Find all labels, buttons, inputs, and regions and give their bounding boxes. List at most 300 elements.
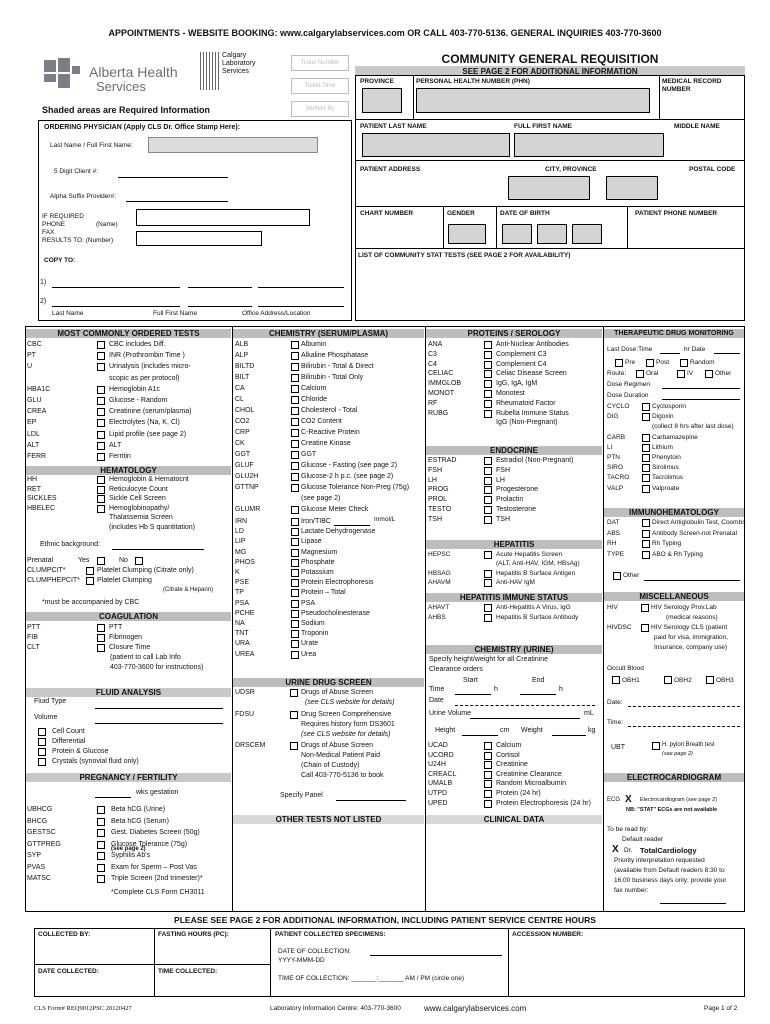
date-of-collection-label: DATE OF COLLECTION: xyxy=(278,948,351,955)
test-code: TACRO xyxy=(607,474,630,482)
test-checkbox[interactable] xyxy=(291,396,299,404)
hivdsc-checkbox[interactable] xyxy=(641,624,649,632)
test-label: INR (Prothrombin Time ) xyxy=(109,352,185,360)
specify-height-2: Clearance orders xyxy=(429,666,483,673)
udsr-checkbox[interactable] xyxy=(290,689,298,697)
test-checkbox[interactable] xyxy=(642,485,650,493)
test-label: Digoxin xyxy=(652,413,674,421)
test-code: AHBS xyxy=(428,614,446,621)
test-checkbox[interactable] xyxy=(484,742,492,750)
other-immuno-label: Other xyxy=(623,572,640,579)
immunohem-header: IMMUNOHEMATOLOGY xyxy=(604,508,744,517)
fdsu-code: FDSU xyxy=(235,711,255,718)
test-code: LD xyxy=(235,528,244,536)
post-checkbox[interactable] xyxy=(646,359,654,367)
test-checkbox[interactable] xyxy=(484,467,492,475)
udsr-sub: (see CLS website for details) xyxy=(305,699,395,706)
test-code: GTTNP xyxy=(235,484,259,491)
test-checkbox[interactable] xyxy=(291,407,299,415)
test-checkbox[interactable] xyxy=(291,352,299,360)
test-checkbox[interactable] xyxy=(484,390,492,398)
test-code: RET xyxy=(27,485,41,493)
occult-blood-label: Occult Blood xyxy=(607,665,644,672)
test-label: Reticulocyte Count xyxy=(109,485,168,493)
test-label: FSH xyxy=(496,466,510,474)
test-label: Phosphate xyxy=(301,558,335,566)
test-code: NA xyxy=(235,620,245,627)
test-code: GLUF xyxy=(235,462,254,469)
test-checkbox[interactable] xyxy=(291,506,299,514)
mrn-label-1: MEDICAL RECORD xyxy=(662,78,722,85)
test-checkbox[interactable] xyxy=(97,341,105,349)
test-code: TNT xyxy=(235,630,249,638)
test-label: CBC includes Diff. xyxy=(109,341,166,348)
test-checkbox[interactable] xyxy=(484,361,492,369)
test-label: Direct Antiglobulin Test, Coombs xyxy=(652,519,746,526)
test-checkbox[interactable] xyxy=(484,790,492,798)
test-code: PSA xyxy=(235,599,250,607)
dr-label: Dr. xyxy=(624,847,633,854)
fdsu-sub-2: (see CLS website for details) xyxy=(301,731,391,738)
test-checkbox[interactable] xyxy=(291,600,299,608)
test-checkbox[interactable] xyxy=(291,569,299,577)
test-label: Glucose-2 h p.c. (see page 2) xyxy=(301,473,394,480)
test-checkbox[interactable] xyxy=(484,380,492,388)
hiv-label: HIV Serology Prov.Lab xyxy=(651,604,717,611)
ecg-code: ECG xyxy=(607,797,621,803)
obh2-checkbox[interactable] xyxy=(664,676,672,684)
test-checkbox[interactable] xyxy=(291,559,299,567)
test-label: ABO & Rh Typing xyxy=(652,550,703,558)
test-code: GGT xyxy=(235,451,251,458)
cls-logo-mark xyxy=(200,52,220,90)
test-checkbox[interactable] xyxy=(484,570,492,578)
test-checkbox[interactable] xyxy=(642,540,650,548)
phone-input[interactable] xyxy=(136,209,310,226)
test-checkbox[interactable] xyxy=(642,464,650,472)
test-code: BILT xyxy=(235,374,250,381)
clt-note-1: (patient to call Lab Info xyxy=(110,654,181,661)
test-label: Protein Electrophoresis (24 hr) xyxy=(496,799,591,807)
duration-label: Dose Duration xyxy=(607,392,649,399)
test-label: Tacrolimus xyxy=(652,474,684,482)
clumphepcit-checkbox[interactable] xyxy=(86,577,94,585)
test-checkbox[interactable] xyxy=(291,429,299,437)
start-h-label: h xyxy=(494,686,498,693)
ahs-logo xyxy=(44,58,84,90)
test-checkbox[interactable] xyxy=(291,451,299,459)
test-code: HBA1C xyxy=(27,385,51,393)
test-checkbox[interactable] xyxy=(484,614,492,622)
test-checkbox[interactable] xyxy=(291,651,299,659)
footer-site[interactable]: www.calgarylabservices.com xyxy=(424,1004,527,1013)
test-checkbox[interactable] xyxy=(97,875,105,883)
hematology-header: HEMATOLOGY xyxy=(26,466,231,475)
test-code: CL xyxy=(235,396,244,403)
test-label: Creatine Kinase xyxy=(301,440,351,447)
test-code: PROG xyxy=(428,486,449,494)
test-code: RF xyxy=(428,399,438,407)
test-checkbox[interactable] xyxy=(484,351,492,359)
test-checkbox[interactable] xyxy=(97,352,105,360)
obh3-checkbox[interactable] xyxy=(706,676,714,684)
test-checkbox[interactable] xyxy=(642,530,650,538)
other-immuno-checkbox[interactable] xyxy=(613,572,621,580)
test-code: TESTO xyxy=(428,506,452,513)
bottom-note: PLEASE SEE PAGE 2 FOR ADDITIONAL INFORMATION, INCLUDING PATIENT SERVICE CENTRE HOURS xyxy=(174,915,596,925)
test-label: Electrolytes (Na, K, Cl) xyxy=(109,419,180,427)
priority-3: 16:00 business days only; provide your xyxy=(614,877,727,884)
tdm-header: THERAPEUTIC DRUG MONITORING xyxy=(604,329,744,338)
test-checkbox[interactable] xyxy=(484,506,492,514)
test-checkbox[interactable] xyxy=(484,579,492,587)
test-code: PROL xyxy=(428,496,448,504)
mrn-label-2: NUMBER xyxy=(662,86,691,93)
test-label: Glucose Tolerance (75g) xyxy=(111,840,188,848)
ticket-time-field[interactable]: Ticket Time xyxy=(291,78,349,94)
accession-label: ACCESSION NUMBER: xyxy=(512,931,584,938)
test-label: Glucose - Fasting (see page 2) xyxy=(301,462,398,469)
test-checkbox[interactable] xyxy=(642,403,650,411)
fluid-label: Cell Count xyxy=(52,728,85,735)
test-checkbox[interactable] xyxy=(642,434,650,442)
first-name-label: FULL FIRST NAME xyxy=(514,123,573,130)
ml-label: mL xyxy=(584,710,594,717)
copy-to-label: COPY TO: xyxy=(44,257,76,264)
last-name-input[interactable] xyxy=(362,133,510,157)
drscem-sub-1: Non-Medical Patient Paid xyxy=(301,752,380,759)
test-label: Hemoglobin & Hematocrit xyxy=(109,476,189,483)
test-label: IgG (Non-Pregnant) xyxy=(496,419,558,427)
test-checkbox[interactable] xyxy=(484,410,492,418)
test-checkbox[interactable] xyxy=(642,519,650,527)
verified-by-field[interactable]: Verified By xyxy=(291,101,349,117)
test-checkbox[interactable] xyxy=(291,640,299,648)
form-title: COMMUNITY GENERAL REQUISITION xyxy=(441,52,659,66)
prenatal-no-label: No xyxy=(119,557,128,564)
test-label: Anti-HAV IgM xyxy=(496,579,535,587)
hivdsc-label: HIV Serology CLS (patient xyxy=(651,624,728,631)
page-number: Page 1 of 2 xyxy=(704,1005,738,1012)
postal-label: POSTAL CODE xyxy=(689,166,736,173)
test-checkbox[interactable] xyxy=(484,604,492,612)
test-checkbox[interactable] xyxy=(291,374,299,382)
clumphepcit-code: CLUMPHEPCIT* xyxy=(27,577,80,584)
test-checkbox[interactable] xyxy=(291,589,299,597)
ubt-label: H. pylori Breath test xyxy=(662,742,715,748)
test-checkbox[interactable] xyxy=(97,644,105,652)
clumpcit-label: Platelet Clumping (Citrate only) xyxy=(97,567,194,574)
ticket-number-field[interactable]: Ticket Number xyxy=(291,55,349,71)
fluid-header: FLUID ANALYSIS xyxy=(26,688,231,697)
udsr-code: UDSR xyxy=(235,689,255,696)
ubt-code: UBT xyxy=(611,744,625,751)
ecg-nb: NB: "STAT" ECGs are not available xyxy=(626,807,718,813)
test-checkbox[interactable] xyxy=(291,538,299,546)
test-label: Thalassemia Screen xyxy=(109,514,173,521)
fluid-label: Differential xyxy=(52,738,86,745)
test-checkbox[interactable] xyxy=(484,457,492,465)
cm-label: cm xyxy=(500,727,510,734)
test-label: Calcium xyxy=(301,385,327,392)
city-input[interactable] xyxy=(508,176,590,200)
test-checkbox[interactable] xyxy=(484,400,492,408)
test-label: ALT xyxy=(109,441,122,449)
test-code: ALP xyxy=(235,352,249,359)
test-label: Closure Time xyxy=(109,644,151,651)
complete-form-note: *Complete CLS Form CH3011 xyxy=(111,889,205,896)
test-checkbox[interactable] xyxy=(97,864,105,872)
hep-immune-header: HEPATITIS IMMUNE STATUS xyxy=(426,593,602,602)
pregnancy-header: PREGNANCY / FERTILITY xyxy=(26,773,231,782)
test-code: IRN xyxy=(235,518,248,525)
test-checkbox[interactable] xyxy=(97,841,105,849)
test-label: Hepatitis B Surface Antibody xyxy=(496,614,579,621)
test-code: FSH xyxy=(428,466,442,474)
test-checkbox[interactable] xyxy=(291,473,299,481)
test-code: GLU2H xyxy=(235,473,259,480)
test-code: TP xyxy=(235,589,244,597)
urine-drug-header: URINE DRUG SCREEN xyxy=(233,678,424,687)
test-label: (includes Hb S quantitation) xyxy=(109,523,195,531)
test-label: Protein (24 hr) xyxy=(496,790,541,797)
physician-name-input[interactable] xyxy=(148,137,318,153)
fluid-checkbox[interactable] xyxy=(38,738,46,746)
pre-checkbox[interactable] xyxy=(615,359,623,367)
test-checkbox[interactable] xyxy=(484,780,492,788)
test-label: Alkaline Phosphatase xyxy=(301,352,369,359)
test-code: CBC xyxy=(27,341,42,348)
footer-info: Laboratory Information Centre: 403-770-3600 xyxy=(270,1005,401,1012)
gender-label: GENDER xyxy=(447,210,475,217)
test-label: Syphilis Ab's xyxy=(111,852,151,859)
test-checkbox[interactable] xyxy=(291,385,299,393)
test-checkbox[interactable] xyxy=(642,474,650,482)
test-checkbox[interactable] xyxy=(97,453,105,461)
test-code: EP xyxy=(27,419,37,427)
test-checkbox[interactable] xyxy=(97,476,105,484)
test-label: Calcium xyxy=(496,742,522,749)
test-checkbox[interactable] xyxy=(291,341,299,349)
dr-x-mark[interactable]: X xyxy=(612,844,619,855)
test-checkbox[interactable] xyxy=(97,829,105,837)
test-code: URA xyxy=(235,640,250,648)
test-checkbox[interactable] xyxy=(97,505,105,513)
test-checkbox[interactable] xyxy=(642,444,650,452)
dob-month-input[interactable] xyxy=(537,224,567,244)
test-checkbox[interactable] xyxy=(642,413,650,421)
fdsu-checkbox[interactable] xyxy=(290,711,298,719)
hiv-checkbox[interactable] xyxy=(641,604,649,612)
test-checkbox[interactable] xyxy=(484,800,492,808)
last-name-label: PATIENT LAST NAME xyxy=(360,123,427,130)
obh2-label: OBH2 xyxy=(674,677,692,684)
obh1-checkbox[interactable] xyxy=(612,676,620,684)
test-label: Protein Electrophoresis xyxy=(301,579,374,587)
test-checkbox[interactable] xyxy=(291,579,299,587)
ecg-header: ELECTROCARDIOGRAM xyxy=(604,773,744,782)
prenatal-yes-checkbox[interactable] xyxy=(97,557,105,565)
fluid-checkbox[interactable] xyxy=(38,758,46,766)
test-code: HBELEC xyxy=(27,504,56,512)
test-code: FERR xyxy=(27,453,47,460)
fluid-checkbox[interactable] xyxy=(38,728,46,736)
test-label: Rubella Immune Status xyxy=(496,409,569,417)
test-label: Gest. Diabetes Screen (50g) xyxy=(111,829,200,836)
test-checkbox[interactable] xyxy=(484,370,492,378)
collected-by-label: COLLECTED BY: xyxy=(38,931,91,938)
test-checkbox[interactable] xyxy=(97,634,105,642)
test-code: FIB xyxy=(27,634,38,641)
test-code: RUBG xyxy=(428,409,449,417)
test-label: Glucose Tolerance Non-Preg (75g) xyxy=(301,484,410,491)
test-label: Lipase xyxy=(301,538,322,546)
phn-input[interactable] xyxy=(416,88,650,113)
form-subtitle: SEE PAGE 2 FOR ADDITIONAL INFORMATION xyxy=(462,67,638,76)
test-checkbox[interactable] xyxy=(97,818,105,826)
test-checkbox[interactable] xyxy=(291,462,299,470)
test-checkbox[interactable] xyxy=(484,761,492,769)
test-checkbox[interactable] xyxy=(291,518,299,526)
hiv-code: HIV xyxy=(607,604,618,611)
collection-table xyxy=(34,928,745,997)
ecg-x-mark[interactable]: X xyxy=(625,794,632,805)
obh3-label: OBH3 xyxy=(716,677,734,684)
test-checkbox[interactable] xyxy=(484,516,492,524)
random-checkbox[interactable] xyxy=(680,359,688,367)
regimen-label: Dose Regimen xyxy=(607,381,650,388)
test-checkbox[interactable] xyxy=(291,440,299,448)
test-code: C4 xyxy=(428,360,437,368)
test-code: SIRO xyxy=(607,464,623,472)
test-checkbox[interactable] xyxy=(642,551,650,559)
test-checkbox[interactable] xyxy=(97,419,105,427)
test-checkbox[interactable] xyxy=(484,551,492,559)
test-code: SYP xyxy=(27,852,42,859)
test-code: ESTRAD xyxy=(428,457,457,464)
prenatal-no-checkbox[interactable] xyxy=(135,557,143,565)
copy-col-first: Full First Name xyxy=(153,310,198,317)
test-checkbox[interactable] xyxy=(484,486,492,494)
fluid-checkbox[interactable] xyxy=(38,748,46,756)
time-collected-label: TIME COLLECTED: xyxy=(158,968,218,975)
oral-checkbox[interactable] xyxy=(636,370,644,378)
test-checkbox[interactable] xyxy=(97,408,105,416)
test-checkbox[interactable] xyxy=(484,477,492,485)
dob-year-input[interactable] xyxy=(502,224,532,244)
pre-label: Pre xyxy=(625,359,636,366)
test-checkbox[interactable] xyxy=(97,397,105,405)
specimens-label: PATIENT COLLECTED SPECIMENS: xyxy=(275,931,386,938)
test-label: Albumin xyxy=(301,341,327,348)
test-checkbox[interactable] xyxy=(484,496,492,504)
copy-2-label: 2) xyxy=(40,298,47,305)
test-code: CRP xyxy=(235,429,250,436)
other-route-checkbox[interactable] xyxy=(705,370,713,378)
test-checkbox[interactable] xyxy=(97,852,105,860)
last-dose-label: Last Dose:Time xyxy=(607,346,653,353)
test-checkbox[interactable] xyxy=(97,486,105,494)
test-label: Anti-Nuclear Antibodies xyxy=(496,341,569,348)
test-checkbox[interactable] xyxy=(97,363,105,371)
province-input[interactable] xyxy=(362,88,402,113)
test-checkbox[interactable] xyxy=(291,363,299,371)
postal-input[interactable] xyxy=(606,176,658,200)
test-checkbox[interactable] xyxy=(291,528,299,536)
test-checkbox[interactable] xyxy=(97,495,105,503)
test-code: PCHE xyxy=(235,609,255,617)
prenatal-yes-label: Yes xyxy=(78,557,90,564)
test-checkbox[interactable] xyxy=(97,431,105,439)
time-of-collection-label: TIME OF COLLECTION: _______:_______ AM / PM (circle one) xyxy=(278,975,465,982)
test-checkbox[interactable] xyxy=(291,484,299,492)
clinical-data-header: CLINICAL DATA xyxy=(426,815,602,824)
test-label: Cholesterol - Total xyxy=(301,407,358,414)
ahs-logo-line2: Services xyxy=(96,79,146,94)
volume-label: Volume xyxy=(34,714,58,721)
test-label: Acute Hepatitis Screen xyxy=(496,551,563,558)
clumpcit-checkbox[interactable] xyxy=(86,567,94,575)
test-code: U xyxy=(27,363,33,371)
test-label: C-Reactive Protein xyxy=(301,429,360,436)
test-code: DIG xyxy=(607,413,619,421)
test-label: Exam for Sperm – Post Vas xyxy=(111,863,197,871)
clt-note-2: 403-770-3600 for instructions) xyxy=(110,664,204,671)
test-checkbox[interactable] xyxy=(642,454,650,462)
priority-1: Priority interpretation requested xyxy=(614,857,705,864)
dob-day-input[interactable] xyxy=(572,224,602,244)
test-checkbox[interactable] xyxy=(97,624,105,632)
test-label: PSA xyxy=(301,599,316,607)
first-name-input[interactable] xyxy=(514,133,664,157)
test-checkbox[interactable] xyxy=(291,610,299,618)
ubt-checkbox[interactable] xyxy=(652,742,660,750)
iv-checkbox[interactable] xyxy=(677,370,685,378)
test-code: PTN xyxy=(607,454,620,461)
test-label: Antibody Screen-not Prenatal xyxy=(652,529,737,537)
copy-col-address: Office Address/Location xyxy=(242,310,311,317)
end-h-label: h xyxy=(559,686,563,693)
test-checkbox[interactable] xyxy=(484,341,492,349)
test-checkbox[interactable] xyxy=(97,386,105,394)
test-label: Ferritin xyxy=(109,453,131,460)
test-label: Beta hCG (Serum) xyxy=(111,817,169,825)
chemistry-header: CHEMISTRY (SERUM/PLASMA) xyxy=(233,329,424,338)
test-checkbox[interactable] xyxy=(484,771,492,779)
dr-name: TotalCardiology xyxy=(640,846,697,855)
top-banner: APPOINTMENTS - WEBSITE BOOKING: www.calgarylabservices.com OR CALL 403-770-5136. GENERAL INQUIRIES 403-770-3600 xyxy=(108,28,662,38)
test-label: Magnesium xyxy=(301,548,338,556)
test-code: PSE xyxy=(235,579,250,587)
test-checkbox[interactable] xyxy=(97,806,105,814)
test-code: ALB xyxy=(235,341,249,348)
test-checkbox[interactable] xyxy=(291,620,299,628)
test-label: Progesterone xyxy=(496,486,539,494)
test-label: Glucose Meter Check xyxy=(301,506,369,513)
fax-number-label: fax number: xyxy=(614,887,649,894)
udsr-label: Drugs of Abuse Screen xyxy=(301,689,373,696)
test-checkbox[interactable] xyxy=(484,752,492,760)
test-code: AHAVT xyxy=(428,604,450,611)
test-checkbox[interactable] xyxy=(291,549,299,557)
gender-input[interactable] xyxy=(448,224,486,244)
fluid-type-label: Fluid Type xyxy=(34,698,67,705)
results-number-input[interactable] xyxy=(136,231,262,246)
test-checkbox[interactable] xyxy=(291,418,299,426)
drscem-checkbox[interactable] xyxy=(290,742,298,750)
test-checkbox[interactable] xyxy=(291,630,299,638)
test-checkbox[interactable] xyxy=(97,442,105,450)
